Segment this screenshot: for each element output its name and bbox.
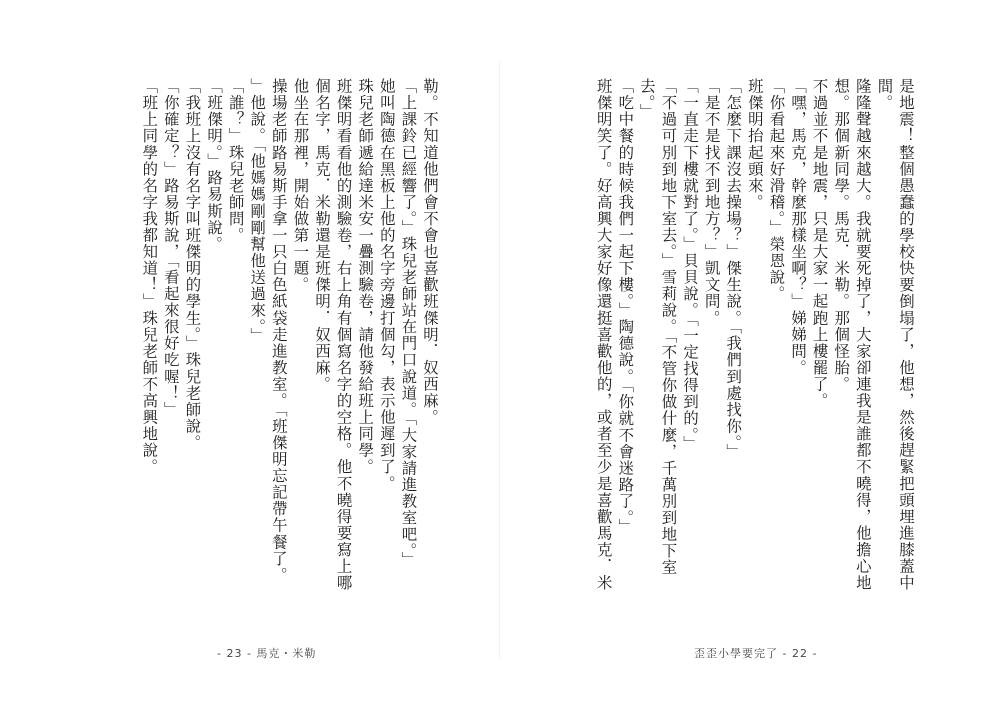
paragraph: 班傑明抬起頭來。 [745, 78, 764, 211]
paragraph: 「你看起來好滑稽。」榮恩說。 [767, 78, 786, 302]
paragraph: 「我班上沒有名字叫班傑明的學生。」珠兒老師說。 [183, 78, 202, 451]
paragraph: 「你確定？」路易斯說，「看起來很好吃喔！」 [161, 78, 180, 418]
paragraph: 「怎麼下課沒去操場？」傑生說。「我們到處找你。」 [724, 78, 743, 460]
paragraph: 是地震！整個愚蠢的學校快要倒塌了，他想，然後趕緊把頭埋進膝蓋中間。 [875, 78, 915, 592]
paragraph: 他坐在那裡，開始做第一題。 [291, 78, 310, 294]
page-gutter [499, 60, 500, 660]
page-number-left: - 23 - 馬克・米勒 [217, 647, 317, 660]
left-page-text [83, 78, 440, 608]
paragraph: 想。那個新同學。馬克．米勒。那個怪胎。 [832, 78, 851, 393]
paragraph: 「是不是找不到地方？」凱文問。 [702, 78, 721, 327]
paragraph: 「班上同學的名字我都知道！」珠兒老師不高興地說。 [140, 78, 159, 476]
paragraph: 操場老師路易斯手拿一只白色紙袋走進教室。「班傑明忘記帶午餐了。 [269, 78, 288, 584]
paragraph: 勒。不知道他們會不會也喜歡班傑明．奴西麻。 [421, 78, 439, 426]
paragraph: 不過並不是地震，只是大家一起跑上樓罷了。 [810, 78, 829, 409]
paragraph: 她叫陶德在黑板上他的名字旁邊打個勾，表示他遲到了。 [377, 78, 396, 492]
paragraph: 珠兒老師遞給達米安一疊測驗卷，請他發給班上同學。 [356, 78, 375, 476]
paragraph: 「班傑明。」路易斯說。 [205, 78, 224, 253]
paragraph: 「嘿，馬克，幹麼那樣坐啊？」娣娣問。 [789, 78, 808, 376]
right-page-text [559, 78, 916, 608]
paragraph: 個名字，馬克．米勒還是班傑明．奴西麻。 [313, 78, 332, 393]
page-number-right: 歪歪小學要完了 - 22 - [694, 647, 818, 660]
paragraph: 」他說。「他媽媽剛剛幫他送過來。」 [248, 78, 267, 344]
paragraph: 班傑明笑了。好高興大家好像還挺喜歡他的，或者至少是喜歡馬克．米 [594, 78, 613, 592]
paragraph: 「不過可別到地下室去。」雪莉說。「不管你做什麼，千萬別到地下室 [659, 78, 678, 576]
paragraph: 「一直走下樓就對了。」貝貝說。「一定找得到的。」 [681, 78, 700, 453]
paragraph: 去。」 [637, 78, 656, 120]
paragraph: 「上課鈴已經響了。」珠兒老師站在門口說道。「大家請進教室吧。」 [399, 78, 418, 568]
paragraph: 隆隆聲越來越大。我就要死掉了，大家卻連我是誰都不曉得，他擔心地 [853, 78, 872, 592]
paragraph: 「吃中餐的時候我們一起下樓。」陶德說。「你就不會迷路了。」 [616, 78, 635, 535]
paragraph: 班傑明看看他的測驗卷，右上角有個寫名字的空格。他不曉得要寫上哪 [334, 78, 353, 592]
paragraph: 「誰？」珠兒老師問。 [226, 78, 245, 244]
